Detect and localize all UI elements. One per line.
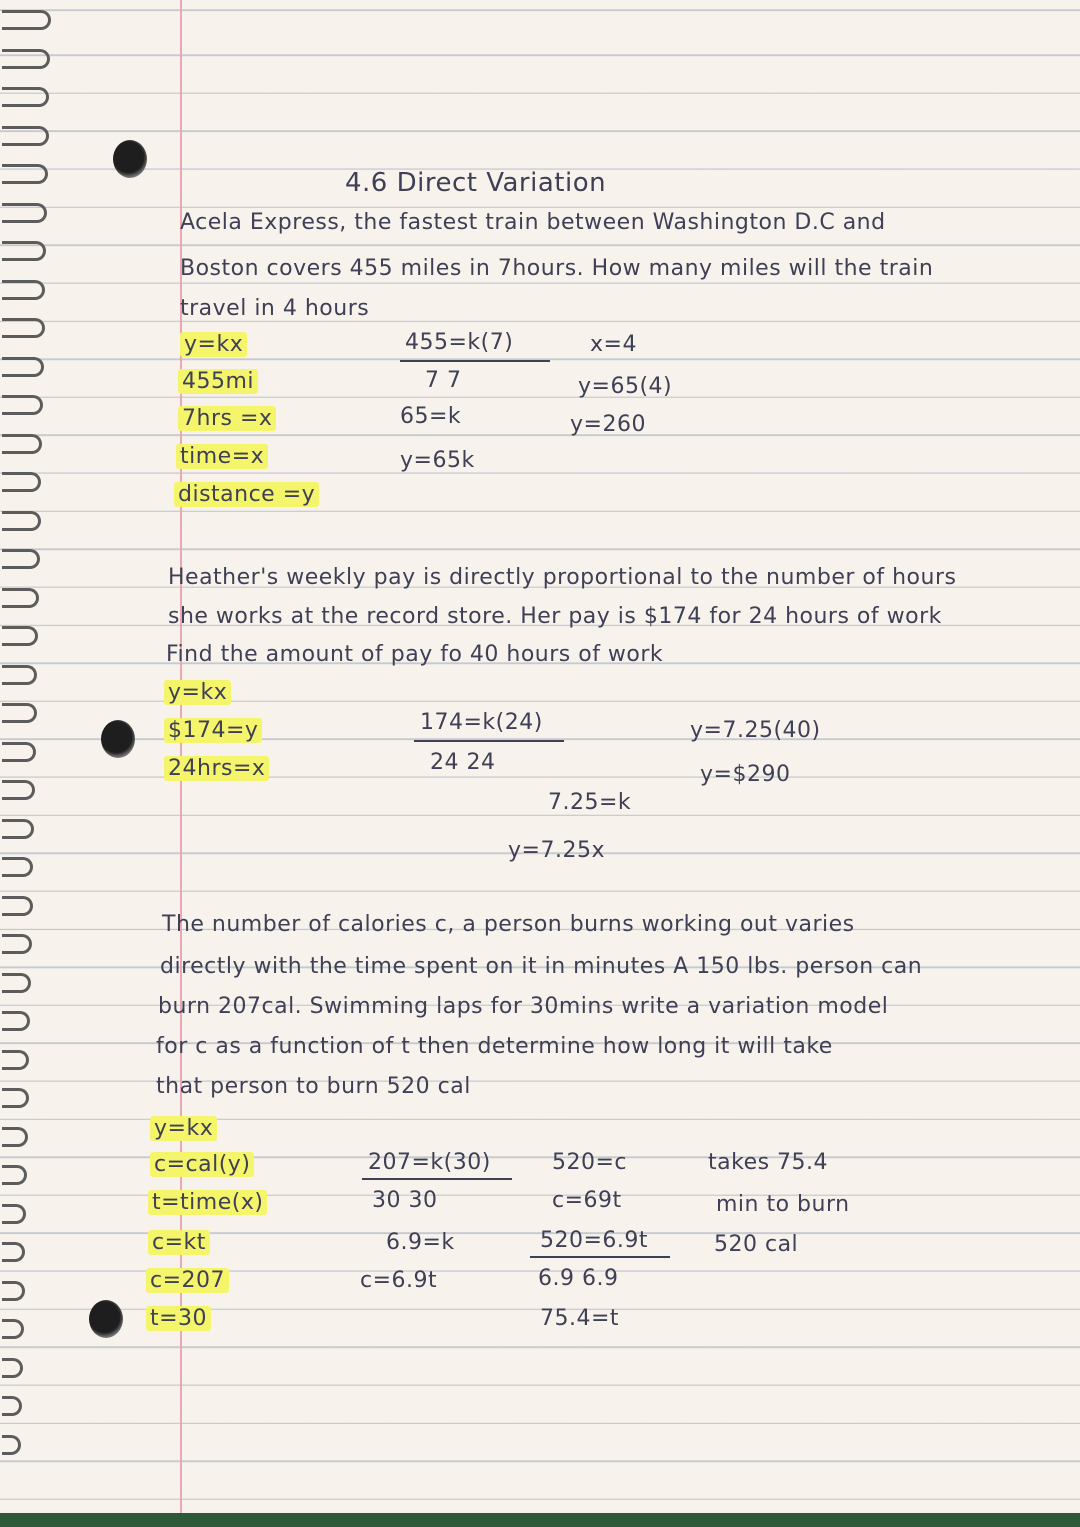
problem1-given-2: 455mi [178, 369, 258, 394]
problem3-work-2: 30 30 [372, 1188, 438, 1213]
problem1-answer-1: x=4 [590, 332, 637, 357]
problem1-given-3: 7hrs =x [178, 406, 276, 431]
problem3-given-3: t=time(x) [148, 1190, 267, 1215]
problem3-given-1: y=kx [150, 1116, 217, 1141]
problem2-answer-2: y=$290 [700, 762, 791, 787]
problem3-given-6: t=30 [146, 1306, 211, 1331]
spiral-coil [2, 1281, 25, 1301]
problem3-line-2: directly with the time spent on it in minutes A 150 lbs. person can [160, 954, 923, 979]
spiral-coil [2, 1204, 26, 1224]
spiral-coil [2, 434, 42, 454]
spiral-coil [2, 203, 47, 223]
punch-hole-middle [101, 720, 135, 758]
problem1-line-1: Acela Express, the fastest train between Washington D.C and [180, 210, 886, 235]
problem3-answer-3: 520 cal [714, 1232, 799, 1257]
fraction-bar [362, 1178, 512, 1180]
problem3-line-5: that person to burn 520 cal [156, 1074, 471, 1099]
problem2-work-2: 24 24 [430, 750, 496, 775]
spiral-coil [2, 395, 43, 415]
spiral-coil [2, 357, 44, 377]
fraction-bar [414, 740, 564, 742]
spiral-coil [2, 1396, 22, 1416]
problem2-work-3: 7.25=k [548, 790, 632, 815]
problem2-line-1: Heather's weekly pay is directly proportional to the number of hours [168, 565, 957, 590]
spiral-coil [2, 1358, 23, 1378]
problem1-work-2: 7 7 [425, 368, 462, 393]
problem3-given-2: c=cal(y) [150, 1152, 254, 1177]
spiral-coil [2, 703, 37, 723]
problem2-given-3: 24hrs=x [164, 756, 269, 781]
problem2-work-4: y=7.25x [508, 838, 605, 863]
spiral-coil [2, 1165, 27, 1185]
spiral-coil [2, 318, 45, 338]
problem1-line-2: Boston covers 455 miles in 7hours. How many miles will the train [180, 256, 934, 281]
spiral-coil [2, 626, 38, 646]
spiral-coil [2, 280, 45, 300]
spiral-coil [2, 1435, 21, 1455]
problem2-given-2: $174=y [164, 718, 262, 743]
spiral-coil [2, 742, 36, 762]
problem1-work-4: y=65k [400, 448, 475, 473]
problem1-work-3: 65=k [400, 404, 462, 429]
spiral-coil [2, 87, 49, 107]
spiral-coil [2, 1127, 28, 1147]
spiral-coil [2, 819, 34, 839]
problem3-solve-5: 75.4=t [540, 1306, 620, 1331]
spiral-coil [2, 549, 40, 569]
problem3-line-3: burn 207cal. Swimming laps for 30mins write a variation model [158, 994, 889, 1019]
spiral-coil [2, 472, 41, 492]
spiral-coil [2, 241, 46, 261]
spiral-coil [2, 1242, 25, 1262]
spiral-coil [2, 1088, 29, 1108]
spiral-coil [2, 896, 33, 916]
page-bottom-edge [0, 1513, 1080, 1527]
spiral-coil [2, 780, 35, 800]
problem2-given-1: y=kx [164, 680, 231, 705]
punch-hole-bottom [89, 1300, 123, 1338]
problem3-given-5: c=207 [146, 1268, 229, 1293]
problem3-answer-2: min to burn [716, 1192, 850, 1217]
fraction-bar [400, 360, 550, 362]
problem1-given-5: distance =y [174, 482, 319, 507]
spiral-coil [2, 164, 48, 184]
problem1-given-4: time=x [176, 444, 268, 469]
spiral-coil [2, 511, 41, 531]
spiral-coil [2, 857, 33, 877]
problem3-work-3: 6.9=k [386, 1230, 455, 1255]
problem3-line-4: for c as a function of t then determine how long it will take [156, 1034, 833, 1059]
problem2-line-2: she works at the record store. Her pay is $174 for 24 hours of work [168, 604, 942, 629]
spiral-coil [2, 1011, 30, 1031]
problem3-answer-1: takes 75.4 [708, 1150, 829, 1175]
problem3-solve-4: 6.9 6.9 [538, 1266, 619, 1291]
problem3-solve-2: c=69t [552, 1188, 622, 1213]
spiral-coil [2, 665, 37, 685]
problem1-answer-2: y=65(4) [578, 374, 673, 399]
problem3-given-4: c=kt [148, 1230, 210, 1255]
spiral-coil [2, 588, 39, 608]
spiral-coil [2, 10, 51, 30]
problem1-given-1: y=kx [180, 332, 247, 357]
spiral-binding [0, 10, 60, 1510]
spiral-coil [2, 973, 31, 993]
problem3-solve-3: 520=6.9t [540, 1228, 649, 1253]
punch-hole-top [113, 140, 147, 178]
spiral-coil [2, 1319, 24, 1339]
problem2-work-1: 174=k(24) [420, 710, 543, 735]
spiral-coil [2, 49, 50, 69]
problem1-answer-3: y=260 [570, 412, 646, 437]
fraction-bar [530, 1256, 670, 1258]
spiral-coil [2, 934, 32, 954]
problem3-work-4: c=6.9t [360, 1268, 438, 1293]
page-title: 4.6 Direct Variation [345, 168, 607, 198]
problem2-line-3: Find the amount of pay fo 40 hours of work [166, 642, 664, 667]
problem3-solve-1: 520=c [552, 1150, 628, 1175]
spiral-coil [2, 1050, 29, 1070]
problem2-answer-1: y=7.25(40) [690, 718, 821, 743]
problem3-line-1: The number of calories c, a person burns working out varies [162, 912, 855, 937]
spiral-coil [2, 126, 49, 146]
problem1-line-3: travel in 4 hours [180, 296, 370, 321]
problem1-work-1: 455=k(7) [405, 330, 514, 355]
problem3-work-1: 207=k(30) [368, 1150, 491, 1175]
